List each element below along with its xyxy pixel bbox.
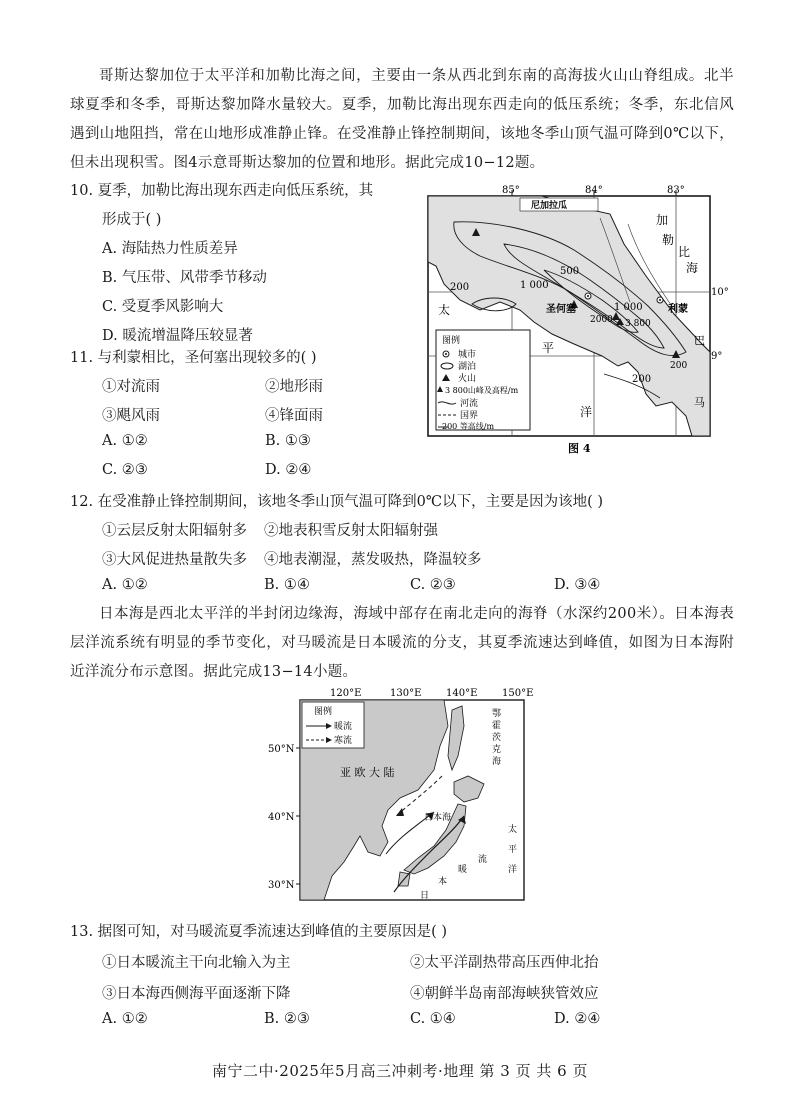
question-13-option-c[interactable]: C. ①④ (410, 1011, 456, 1027)
question-13-item-4: ④朝鲜半岛南部海峡狭管效应 (410, 986, 599, 1002)
map1-contour-500: 500 (560, 266, 580, 277)
map1-legend-city: 城市 (458, 350, 477, 360)
map1-pacific-3: 洋 (580, 405, 593, 419)
question-13-item-2: ②太平洋副热带高压西伸北抬 (410, 955, 599, 971)
question-12-stem: 12. 在受准静止锋控制期间，该地冬季山顶气温可降到0℃以下，主要是因为该地( ) (70, 494, 604, 510)
question-12-item-1: ①云层反射太阳辐射多 (102, 523, 247, 539)
question-12-option-b[interactable]: B. ①④ (264, 577, 310, 593)
question-12-item-3: ③大风促进热量散失多 (102, 552, 247, 568)
map2-legend-title: 图例 (314, 707, 333, 717)
map1-caribbean-1: 加 (656, 213, 669, 227)
question-12-item-2: ②地表积雪反射太阳辐射强 (264, 523, 438, 539)
map2-kuroshio-label: 日本暖流 (420, 855, 488, 901)
map1-caribbean-4: 海 (686, 261, 699, 275)
map2-lon-140: 140°E (446, 688, 478, 699)
map1-contour-200-b: 200 (632, 374, 652, 385)
question-12-option-c[interactable]: C. ②③ (410, 577, 456, 593)
question-11-item-1: ①对流雨 (102, 379, 160, 395)
question-11-stem: 11. 与利蒙相比，圣何塞出现较多的( ) (70, 350, 317, 366)
question-13-item-1: ①日本暖流主干向北输入为主 (102, 955, 291, 971)
map2-lon-120: 120°E (330, 688, 362, 699)
map1-contour-200-a: 200 (450, 282, 470, 293)
map1-caribbean-3: 比 (678, 245, 691, 259)
question-13-stem: 13. 据图可知，对马暖流夏季流速达到峰值的主要原因是( ) (70, 924, 448, 940)
sea-of-japan-map (268, 686, 534, 906)
intro-paragraph-costa-rica: 哥斯达黎加位于太平洋和加勒比海之间，主要由一条从西北到东南的高海拔火山山脊组成。北半球夏季和冬季，哥斯达黎加降水量较大。夏季，加勒比海出现东西走向的低压系统；冬季，东北信风遇到山地阻挡，常在山地形成准静止锋。在受准静止锋控制期间，该地冬季山顶气温可降到0℃以下，但未出现积雪。图4示意哥斯达黎加的位置和地形。据此完成10−12题。 (70, 68, 734, 171)
map2-lon-130: 130°E (390, 688, 422, 699)
map2-legend-warm: 暖流 (334, 722, 353, 732)
question-10-option-d[interactable]: D. 暖流增温降压较显著 (102, 328, 253, 344)
question-10-option-a[interactable]: A. 海陆热力性质差异 (102, 241, 238, 257)
map1-panama-1: 巴 (694, 334, 705, 347)
map1-contour-1000-b: 1 000 (520, 280, 549, 291)
map2-okhotsk-label: 鄂霍茨克海 (492, 709, 502, 767)
question-13-option-d[interactable]: D. ②④ (554, 1011, 601, 1027)
map1-contour-1000-a: 1 000 (614, 302, 643, 313)
question-13-option-b[interactable]: B. ②③ (264, 1011, 310, 1027)
question-12-option-d[interactable]: D. ③④ (554, 577, 601, 593)
question-10-option-c[interactable]: C. 受夏季风影响大 (102, 299, 224, 315)
map1-lat-9: 9° (711, 351, 723, 362)
map1-nicaragua-label: 尼加拉瓜 (531, 201, 568, 211)
map1-contour-200-c: 200 (670, 361, 688, 371)
map1-limon-label: 利蒙 (668, 304, 688, 315)
map1-panama-2: 马 (694, 396, 705, 409)
map1-lon-85: 85° (502, 185, 520, 196)
map1-lat-10: 10° (711, 287, 729, 298)
question-10-stem-line1: 10. 夏季，加勒比海出现东西走向低压系统，其 (70, 183, 374, 199)
map1-legend-contour: 200 等高线/m (442, 422, 495, 431)
question-11-option-a[interactable]: A. ①② (102, 433, 148, 449)
map1-legend-title: 图例 (442, 336, 461, 346)
map1-pacific-1: 太 (438, 303, 451, 317)
map2-legend-cold: 寒流 (334, 736, 353, 746)
figure-4-costa-rica-map (424, 184, 729, 456)
map1-peak-label: 3 800 (625, 319, 651, 329)
map1-legend-peak: 3 800山峰及高程/m (445, 386, 519, 395)
map2-lat-50: 50°N (268, 744, 295, 755)
question-10-option-b[interactable]: B. 气压带、风带季节移动 (102, 270, 267, 286)
map2-sea-of-japan-label: 日本海 (424, 813, 452, 823)
map1-legend-river: 河流 (460, 399, 479, 409)
map2-lat-30: 30°N (268, 880, 295, 891)
question-12-option-a[interactable]: A. ①② (102, 577, 148, 593)
map2-eurasia-label: 亚 欧 大 陆 (340, 766, 395, 779)
question-11-option-b[interactable]: B. ①③ (265, 433, 311, 449)
figure-4-caption: 图 4 (568, 442, 591, 455)
question-12-item-4: ④地表潮湿，蒸发吸热，降温较多 (264, 552, 482, 568)
map1-pacific-2: 平 (542, 341, 555, 355)
map1-caribbean-2: 勒 (662, 233, 675, 247)
question-11-item-4: ④锋面雨 (265, 408, 323, 424)
map1-legend-volcano: 火山 (458, 374, 477, 384)
question-11-option-c[interactable]: C. ②③ (102, 462, 148, 478)
map2-pacific-label: 太平洋 (508, 825, 518, 875)
question-11-item-2: ②地形雨 (265, 379, 323, 395)
intro-paragraph-sea-of-japan: 日本海是西北太平洋的半封闭边缘海，海域中部存在南北走向的海脊（水深约200米）。日本海表层洋流系统有明显的季节变化，对马暖流是日本暖流的分支，其夏季流速达到峰值，如图为日本海附近洋流分布示意图。据此完成13−14小题。 (70, 606, 734, 680)
map2-lon-150: 150°E (502, 688, 534, 699)
map2-legend (302, 702, 364, 748)
map2-lat-40: 40°N (268, 812, 295, 823)
page-footer: 南宁二中·2025年5月高三冲刺考·地理 第 3 页 共 6 页 (212, 1062, 588, 1080)
map1-sanjose-label: 圣何塞 (546, 304, 576, 315)
question-11-option-d[interactable]: D. ②④ (265, 462, 312, 478)
question-13-item-3: ③日本海西侧海平面逐渐下降 (102, 986, 291, 1002)
question-11-item-3: ③飓风雨 (102, 408, 160, 424)
map1-legend-border: 国界 (460, 411, 479, 421)
costa-rica-map-svg (424, 184, 729, 456)
map1-lon-84: 84° (585, 185, 603, 196)
map1-contour-2000: 2000 (590, 315, 613, 325)
map1-legend-lake: 湖泊 (458, 362, 477, 372)
sea-of-japan-map-svg (268, 686, 534, 906)
question-13-option-a[interactable]: A. ①② (102, 1011, 148, 1027)
question-10-stem-line2: 形成于( ) (102, 212, 162, 228)
map1-lon-83: 83° (667, 185, 685, 196)
